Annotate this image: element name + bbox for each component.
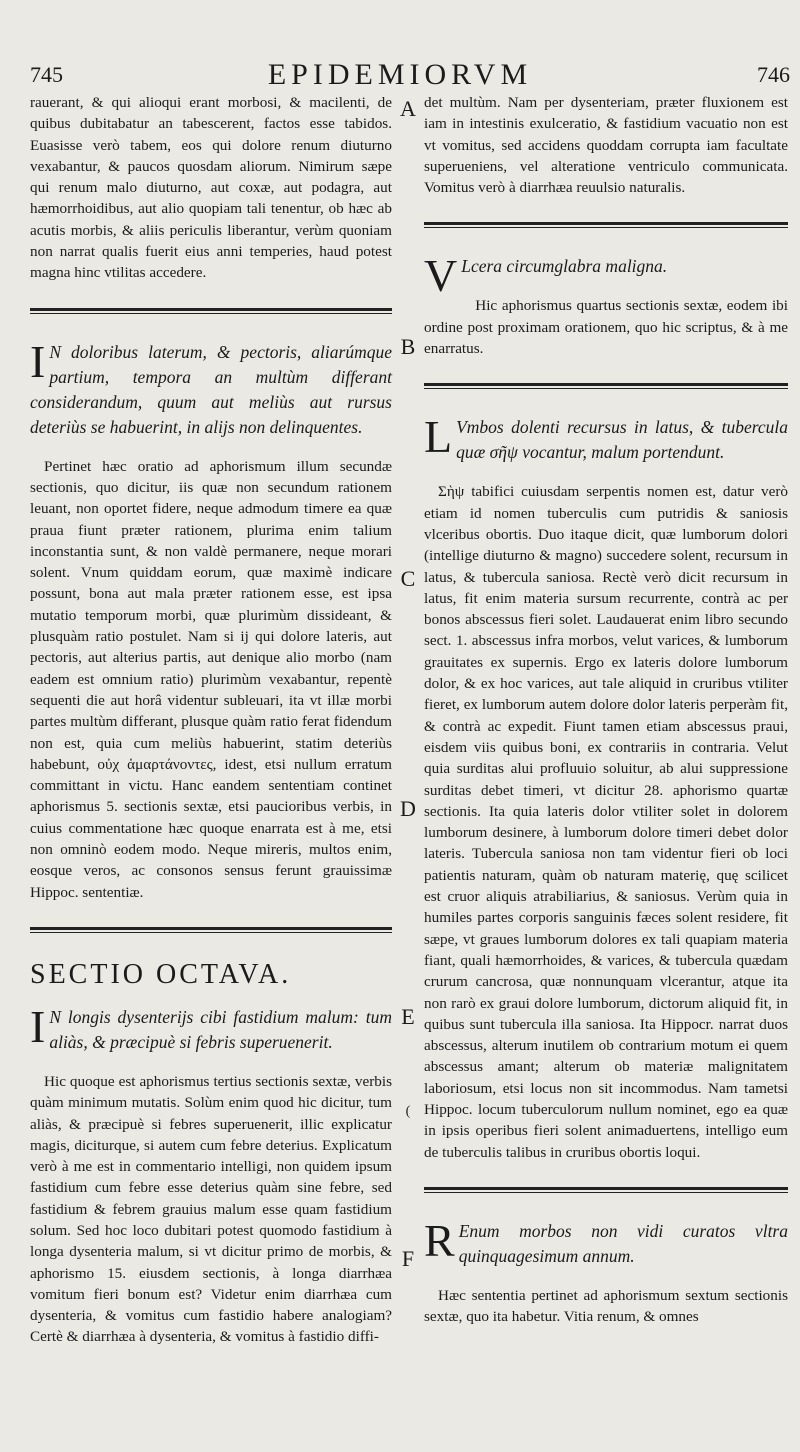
left-paragraph-2: Pertinet hæc oratio ad aphorismum illum secundæ sectionis, quo dicitur, iis quæ non secundum rationem leuant, non oportet fidere, neque admodum timere ea quæ praua fiunt præter rationem, plurima enim talium inconstantia sunt, & non valdè permanere, neque morari solent. Vnum quiddam eorum, quæ maximè indicare possunt, bona aut mala præter rationem esse, est ipsa mutatio temporum morbi, quæ plurimùm dissideant, & plusquàm ratio postulet. Nam si ij qui dolore lateris, aut pectoris, aut alterius partis, aut denique alio morbo (nam eadem est omnium ratio) plurimùm vexabantur, repentè sequenti die aut horâ videntur subleuari, ita vt illæ morbi partes multùm differant, plusque quàm ratio ferat fidendum non est, quia cum meliùs habuerint, statim deteriùs habebunt, οὐχ ἁμαρτάνοντες, idest, etsi nullum erratum committant in victu. Hanc eandem sententiam continet aphorismus 5. sectionis sextæ, etsi paucioribus verbis, in cuius commentatione hæc quoque enarrata est à me, etsi non omninò eodem modo. Neque mireris, multos enim, eosque veros, ac consonos sensus ferunt grauissimæ Hippoc. sententiæ.	[30, 457, 392, 901]
margin-letter-e: E	[401, 1004, 415, 1029]
margin-letter-b: B	[400, 334, 416, 359]
left-column	[30, 92, 392, 1348]
margin-letter-c: C	[400, 566, 416, 591]
left-paragraph-3: Hic quoque est aphorismus tertius sectionis sextæ, verbis quàm minimum mutatis. Solùm enim quod hic dicitur, tum aliàs, & præcipuè si febres superuenerit, illic explicatur magis, diciturque, si autem cum febre deterius. Explicatum verò à me est in commentario intelligi, non quidem ipsum fastidium cum febre esse deterius quàm sine febre, sed fastidium & febrem grauius malum esse quam fastidium solum. Sed hoc loco dubitari potest quomodo fastidium à longa dysenteria malum, si vt dicitur primo de morbis, & aphorismo 15. eiusdem sectionis, à longa diarrhæa vomitum fieri bonum est? Videtur enim diarrhæa cum dysenteria, & vomitus cum fastidio habere analogiam? Certè & diarrhæa à dysenteria, & vomitus à fastidio diffi-	[30, 1072, 392, 1346]
right-paragraph-2: Hic aphorismus quartus sectionis sextæ, eodem ibi ordine post proximam orationem, quo hic scriptus, & à me enarratus.	[424, 297, 788, 358]
section-rule	[424, 222, 788, 228]
aphorism-text: Enum morbos non vidi curatos vltra quinquagesimum annum.	[458, 1220, 788, 1266]
aphorism-heading	[424, 1214, 788, 1269]
section-title: SECTIO OCTAVA.	[30, 958, 292, 990]
drop-cap: I	[30, 335, 46, 387]
drop-cap: I	[30, 1000, 46, 1052]
drop-cap: L	[424, 411, 453, 463]
aphorism-heading	[424, 411, 788, 465]
running-head: EPIDEMIORVM	[267, 58, 533, 91]
margin-letter-f: F	[401, 1246, 415, 1271]
right-paragraph-4: Hæc sententia pertinet ad aphorismum sextum sectionis sextæ, quo ita habetur. Vitia renum, & omnes	[424, 1286, 788, 1326]
margin-mark: (	[405, 1104, 411, 1119]
drop-cap: R	[424, 1214, 455, 1266]
aphorism-heading	[30, 1000, 392, 1055]
section-rule	[424, 383, 788, 389]
right-column	[424, 92, 788, 1327]
section-rule	[30, 308, 392, 314]
aphorism-text: Lcera circumglabra maligna.	[461, 256, 668, 277]
aphorism-text: N longis dysenterijs cibi fastidium malum: tum aliàs, & præcipuè si febris superuenerit.	[49, 1006, 392, 1052]
margin-letter-d: D	[400, 796, 416, 821]
aphorism-text: N doloribus laterum, & pectoris, aliarúmque partium, tempora an multùm differant considerandum, quum aut meliùs aut rursus deteriùs se habuerint, in alijs non delinquentes.	[30, 341, 392, 437]
margin-letter-a: A	[400, 96, 416, 121]
aphorism-text: Vmbos dolenti recursus in latus, & tubercula quæ σῆψ vocantur, malum portendunt.	[456, 417, 788, 463]
aphorism-heading	[424, 250, 788, 302]
aphorism-heading	[30, 335, 392, 440]
folio-left: 745	[30, 62, 63, 87]
folio-right: 746	[757, 62, 790, 87]
right-paragraph-3: Σὴψ tabifici cuiusdam serpentis nomen est, datur verò etiam id nomen tuberculis cum putridis & saniosis vlceribus obortis. Duo itaque dicit, quæ lumborum dolori (intellige diuturno & magno) succedere solent, recursum in latus, & tubercula saniosa. Rectè verò dicit recursum in latus, fit enim materia sursum recurrente, contrà ac per bonos abscessus fieri solet. Laudauerat enim libro secundo sect. 1. abscessus infra morbos, velut varices, & lumborum grauitates ex supernis. Ergo ex lateris dolore lumborum dolor, & ex hoc varices, aut tale aliquid in cruribus vtiliter fieret, ex lumborum autem dolore dolor lateris perperàm fit, & contrà ac expedit. Fiunt tamen etiam abscessus praui, eisdem viis quibus boni, ex contrariis in contraria. Velut quia surditas alui profluuio soluitur, ab alui suppressione surditas debet timeri, vt dicitur 28. aphorismo quartæ sectionis. Ita quia lateris dolor vtiliter solet in dolorem lumborum desinere, à lumborum dolore timeri debet dolor lateris. Tubercula saniosa non tam videntur fieri ob loci patientis naturam, quàm ob naturam materię, quę scilicet est cruor aliquis atrabiliarius, & saniosus. Verùm quia in humiles partes corporis sanguinis fæces solent residere, fit sæpe, vt graues lumborum dolores ex tali quapiam materia fiant, quali hæmorrhoides, & varices, & tubercula quædam crurum cancrosa, quæ nonnunquam vlcerantur, atque ita non rarò ex graui dolore lumborum, dictorum aliquid fit, in quibus sunt tubercula illa saniosa. Ita Hippocr. narrat duos abscessus, alterum inutilem ob contrarium motum ei quem abscessus amant; alterum ob materiæ malignitatem laboriosum, etsi locus non sit incommodus. Nam tametsi Hippoc. locum tuberculorum nullum nominet, ego ea quæ in ipsis operibus fieri solent animaduertens, intelligo eum de tuberculis talibus in cruribus obortis loqui.	[424, 483, 788, 1161]
section-rule	[424, 1187, 788, 1193]
left-paragraph-1: rauerant, & qui alioqui erant morbosi, & macilenti, de quibus dubitabatur an tabescerent, factos esse tabidos. Euasisse verò tabem, eos qui dolore renum diuturno vexabantur, & paucos quosdam aliorum. Nimirum sæpe qui renum malo diuturno, aut coxæ, aut podagra, aut hæmorrhoidibus, aut alio quopiam tali tenentur, ob hæc ab acutis morbis, & aliis periculis liberantur, verùm quoniam non narrat qualis fuerit eius anni temperies, haud potest magna hinc vtilitas accedere.	[30, 94, 392, 282]
section-rule	[30, 927, 392, 933]
right-paragraph-1: det multùm. Nam per dysenteriam, præter fluxionem est iam in intestinis exulceratio, & fastidium vacuatio non est vt vomitus, sed accidens quoddam corrupta iam facultate superueniens, vel alteratione ventriculo communicata. Vomitus verò à diarrhæa reuulsio naturalis.	[424, 94, 788, 197]
drop-cap: V	[424, 250, 458, 302]
